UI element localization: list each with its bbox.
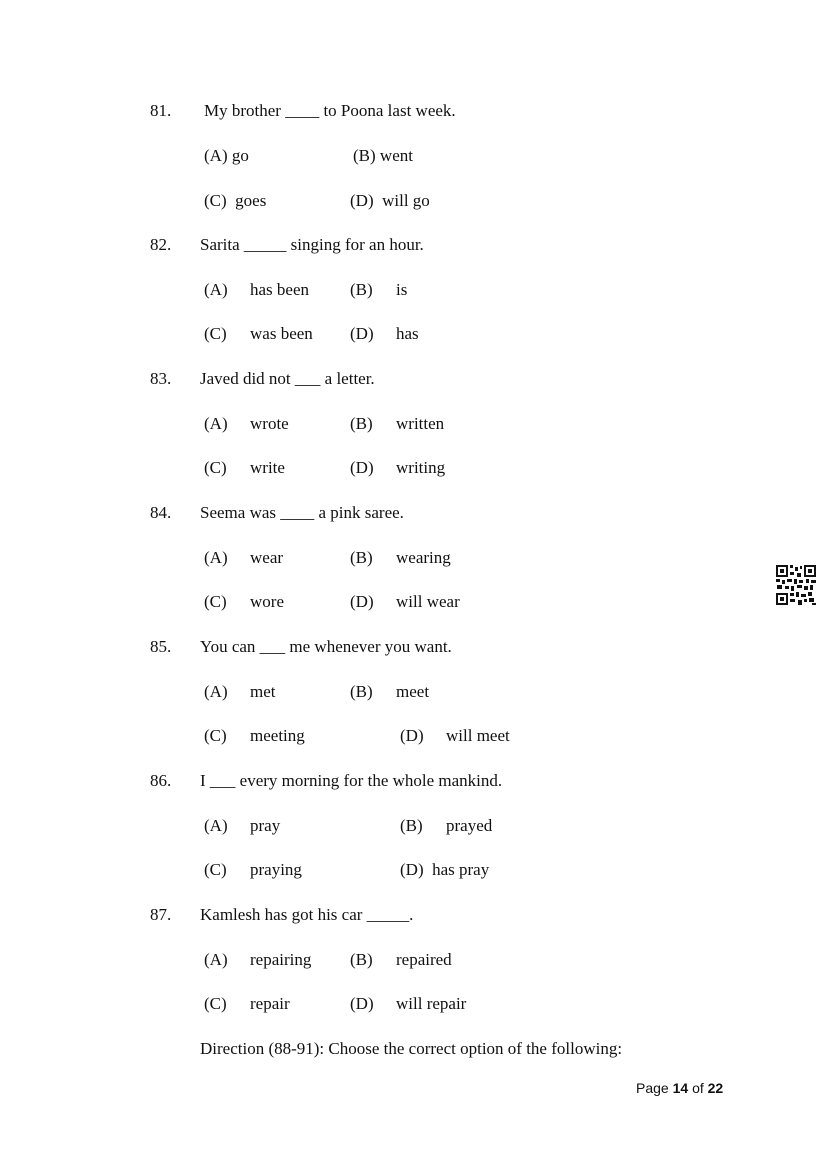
option-d <box>400 860 489 880</box>
option-text: praying <box>250 860 302 879</box>
option-d <box>350 324 419 344</box>
option-text: repairing <box>250 950 312 969</box>
option-label: (B) <box>350 280 373 299</box>
question-84 <box>150 503 770 637</box>
option-text: will repair <box>396 994 467 1013</box>
question-number: 82. <box>150 235 172 254</box>
option-label: (B) <box>350 548 373 567</box>
question-82 <box>150 235 770 369</box>
option-text: wearing <box>396 548 451 567</box>
option-label: (D) <box>350 191 374 210</box>
option-a <box>204 816 280 836</box>
option-label: (B) <box>353 146 376 165</box>
option-text: is <box>396 280 408 299</box>
option-text: will meet <box>446 726 510 745</box>
option-b <box>350 548 451 568</box>
option-text: meet <box>396 682 430 701</box>
question-text: I ___ every morning for the whole mankind. <box>200 771 503 790</box>
option-label: (C) <box>204 994 227 1013</box>
option-text: meeting <box>250 726 305 745</box>
option-a <box>204 414 289 434</box>
option-d <box>350 191 430 211</box>
option-d <box>350 592 460 612</box>
option-d <box>400 726 510 746</box>
option-d <box>350 994 466 1014</box>
option-label: (B) <box>350 950 373 969</box>
page-of-label: of <box>692 1080 704 1096</box>
option-text: met <box>250 682 276 701</box>
option-label: (C) <box>204 860 227 879</box>
question-number: 84. <box>150 503 172 522</box>
option-d <box>350 458 445 478</box>
option-text: repaired <box>396 950 452 969</box>
option-label: (D) <box>400 726 424 745</box>
option-text: went <box>379 146 413 165</box>
question-83 <box>150 369 770 503</box>
option-text: writing <box>396 458 446 477</box>
question-number: 87. <box>150 905 172 924</box>
option-label: (A) <box>204 682 228 701</box>
option-text: has <box>396 324 419 343</box>
question-text: Sarita _____ singing for an hour. <box>200 235 424 254</box>
option-a <box>204 280 309 300</box>
question-number: 83. <box>150 369 172 388</box>
option-b <box>350 280 407 300</box>
option-text: was been <box>250 324 313 343</box>
option-b <box>350 682 429 702</box>
option-label: (C) <box>204 191 227 210</box>
option-c <box>204 994 290 1014</box>
option-a <box>204 146 249 166</box>
option-label: (D) <box>350 458 374 477</box>
option-b <box>350 950 452 970</box>
question-number: 86. <box>150 771 172 790</box>
option-label: (D) <box>400 860 424 879</box>
page-total: 22 <box>707 1080 724 1096</box>
option-c <box>204 191 266 211</box>
option-label: (B) <box>400 816 423 835</box>
option-c <box>204 324 313 344</box>
question-text: Kamlesh has got his car _____. <box>200 905 414 924</box>
option-text: wrote <box>250 414 289 433</box>
question-text: Seema was ____ a pink saree. <box>200 503 404 522</box>
option-text: prayed <box>446 816 493 835</box>
option-b <box>353 146 413 166</box>
option-label: (A) <box>204 146 228 165</box>
option-label: (A) <box>204 414 228 433</box>
question-85 <box>150 637 770 771</box>
option-text: written <box>396 414 445 433</box>
option-a <box>204 950 311 970</box>
option-text: wore <box>250 592 284 611</box>
option-label: (C) <box>204 592 227 611</box>
option-text: has been <box>250 280 310 299</box>
option-label: (B) <box>350 682 373 701</box>
option-text: will wear <box>396 592 460 611</box>
page-current: 14 <box>672 1080 689 1096</box>
option-a <box>204 548 283 568</box>
option-text: goes <box>235 191 267 210</box>
option-b <box>400 816 492 836</box>
question-text: You can ___ me whenever you want. <box>200 637 452 656</box>
option-c <box>204 726 305 746</box>
option-text: has pray <box>432 860 490 879</box>
option-label: (A) <box>204 548 228 567</box>
page-footer <box>636 1080 723 1096</box>
option-label: (C) <box>204 458 227 477</box>
option-text: will go <box>382 191 430 210</box>
option-label: (A) <box>204 950 228 969</box>
qr-code-icon <box>776 565 816 605</box>
option-c <box>204 592 284 612</box>
option-label: (D) <box>350 592 374 611</box>
option-label: (D) <box>350 994 374 1013</box>
question-87 <box>150 905 770 1039</box>
option-label: (C) <box>204 324 227 343</box>
question-number: 85. <box>150 637 172 656</box>
option-label: (C) <box>204 726 227 745</box>
question-text: Javed did not ___ a letter. <box>200 369 375 388</box>
option-text: write <box>250 458 285 477</box>
question-86 <box>150 771 770 905</box>
option-b <box>350 414 444 434</box>
question-number: 81. <box>150 101 172 120</box>
option-text: go <box>231 146 249 165</box>
option-label: (B) <box>350 414 373 433</box>
question-text: My brother ____ to Poona last week. <box>204 101 456 120</box>
option-text: repair <box>250 994 290 1013</box>
question-81 <box>150 101 770 235</box>
option-label: (A) <box>204 280 228 299</box>
page-label: Page <box>636 1080 669 1096</box>
option-c <box>204 860 302 880</box>
direction-text: Direction (88-91): Choose the correct option of the following: <box>200 1039 623 1058</box>
option-label: (A) <box>204 816 228 835</box>
option-label: (D) <box>350 324 374 343</box>
option-text: pray <box>250 816 281 835</box>
option-c <box>204 458 285 478</box>
option-a <box>204 682 276 702</box>
option-text: wear <box>250 548 284 567</box>
